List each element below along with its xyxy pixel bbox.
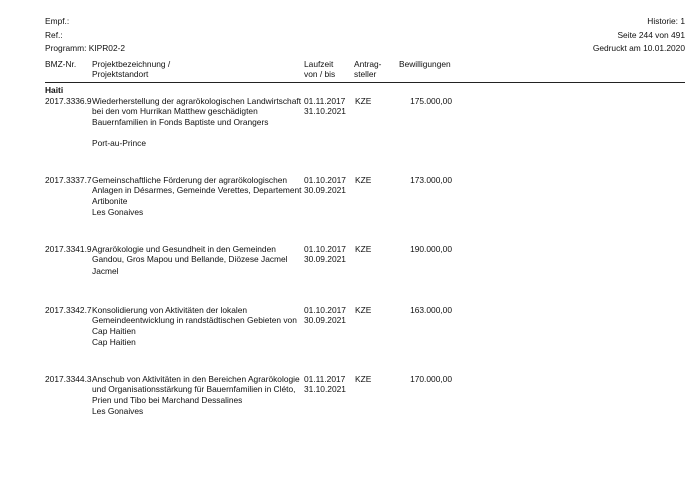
column-header-duration-line2: von / bis	[304, 69, 336, 80]
project-duration	[304, 175, 346, 196]
program-label: Programm: KIPR02-2	[45, 43, 126, 53]
project-number: 2017.3336.9	[45, 96, 92, 106]
start-date: 01.11.2017	[304, 96, 346, 106]
project-title: Konsolidierung von Aktivitäten der lokalen Gemeindeentwicklung in randstädtischen Gebieten von Cap Haitien	[92, 305, 297, 336]
column-header-duration	[304, 59, 335, 80]
project-number: 2017.3337.7	[45, 175, 92, 185]
column-header-approvals: Bewilligungen	[399, 59, 451, 69]
approved-amount: 170.000,00	[410, 374, 452, 384]
project-number: 2017.3342.7	[45, 305, 92, 315]
project-title: Wiederherstellung der agrarökologischen Landwirtschaft bei den vom Hurrikan Matthew geschädigten Bauernfamilien in Fonds Baptiste und Orangers	[92, 96, 302, 127]
page-number: Seite 244 von 491	[617, 30, 685, 40]
reference-label: Ref.:	[45, 30, 63, 40]
project-number: 2017.3344.3	[45, 374, 92, 384]
approved-amount: 173.000,00	[410, 175, 452, 185]
recipient-label: Empf.:	[45, 16, 70, 26]
start-date: 01.10.2017	[304, 305, 346, 315]
applicant: KZE	[355, 374, 372, 384]
applicant: KZE	[355, 244, 372, 254]
table-row	[45, 96, 685, 176]
project-location: Les Gonaives	[92, 207, 144, 217]
country-heading: Haiti	[45, 85, 64, 95]
column-header-project-line2: Projektstandort	[92, 69, 149, 80]
project-location: Cap Haitien	[92, 337, 136, 347]
applicant: KZE	[355, 175, 372, 185]
approved-amount: 163.000,00	[410, 305, 452, 315]
project-location: Port-au-Prince	[92, 138, 146, 148]
project-location: Les Gonaives	[92, 406, 144, 416]
project-location: Jacmel	[92, 266, 119, 276]
end-date: 30.09.2021	[304, 254, 346, 265]
project-duration	[304, 374, 346, 395]
start-date: 01.11.2017	[304, 374, 346, 384]
project-title: Agrarökologie und Gesundheit in den Gemeinden Gandou, Gros Mapou und Bellande, Diözese Jacmel	[92, 244, 288, 265]
project-duration	[304, 96, 346, 117]
project-duration	[304, 305, 346, 326]
end-date: 30.09.2021	[304, 315, 346, 326]
table-row	[45, 175, 685, 255]
table-row	[45, 305, 685, 385]
column-header-duration-line1: Laufzeit	[304, 59, 334, 69]
end-date: 31.10.2021	[304, 106, 346, 117]
approved-amount: 190.000,00	[410, 244, 452, 254]
table-row	[45, 374, 685, 454]
print-date: Gedruckt am 10.01.2020	[592, 43, 685, 53]
applicant: KZE	[355, 96, 372, 106]
applicant: KZE	[355, 305, 372, 315]
project-duration	[304, 244, 346, 265]
project-number: 2017.3341.9	[45, 244, 92, 254]
column-header-project	[92, 59, 170, 80]
column-header-applicant	[354, 59, 381, 80]
column-header-applicant-line2: steller	[354, 69, 377, 80]
project-title: Anschub von Aktivitäten in den Bereichen Agrarökologie und Organisationsstärkung für Bauernfamilien in Cléto, Prien und Tibo bei Marchand Dessalines	[92, 374, 300, 405]
start-date: 01.10.2017	[304, 244, 346, 254]
header-divider	[45, 82, 685, 83]
start-date: 01.10.2017	[304, 175, 346, 185]
approved-amount: 175.000,00	[410, 96, 452, 106]
project-title: Gemeinschaftliche Förderung der agrarökologischen Anlagen in Désarmes, Gemeinde Verettes, Departement Artibonite	[92, 175, 302, 206]
column-header-bmz-nr: BMZ-Nr.	[45, 59, 77, 69]
end-date: 31.10.2021	[304, 384, 346, 395]
end-date: 30.09.2021	[304, 185, 346, 196]
column-header-project-line1: Projektbezeichnung /	[92, 59, 171, 69]
history-label: Historie: 1	[647, 16, 685, 26]
column-header-applicant-line1: Antrag-	[354, 59, 382, 69]
